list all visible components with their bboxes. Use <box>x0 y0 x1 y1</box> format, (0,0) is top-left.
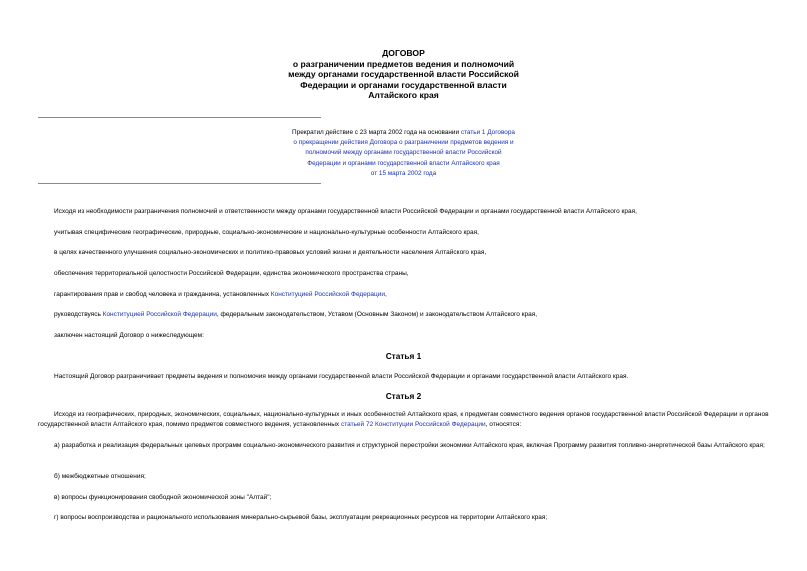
notice-line <box>200 159 607 169</box>
preamble-paragraph <box>38 310 771 320</box>
notice-line <box>200 148 607 158</box>
notice-link[interactable]: Федерации и органами государственной власти Алтайского края <box>307 159 500 167</box>
status-notice <box>200 128 607 179</box>
title-line: о разграничении предметов ведения и полномочий <box>292 58 515 69</box>
article-heading: Статья 1 <box>385 351 422 361</box>
list-item: а) разработка и реализация федеральных целевых программ социально-экономического развития и структурной перестройки экономики Алтайского края, включая Программу развития топливно-энергетической базы Алтайского края; <box>54 442 765 449</box>
paragraph-text: , федеральным законодательством, Уставом (Основным Законом) и законодательством Алтайского края, <box>216 311 538 318</box>
notice-prefix: Прекратил действие с 23 марта 2002 года на основании <box>292 129 461 136</box>
list-item: в) вопросы функционирования свободной экономической зоны "Алтай"; <box>54 494 272 501</box>
article-paragraph: Настоящий Договор разграничивает предметы ведения и полномочия между органами государственной власти Российской Федерации и органами государственной власти Алтайского края. <box>54 373 629 380</box>
notice-line <box>200 138 607 148</box>
preamble-paragraph: заключен настоящий Договор о нижеследующем: <box>54 332 204 339</box>
notice-line <box>200 169 607 179</box>
notice-link[interactable]: статьи 1 Договора <box>460 129 515 136</box>
notice-link[interactable]: о прекращении действия Договора о разграничении предметов ведения и <box>293 139 514 147</box>
paragraph-text: Исходя из географических, природных, экономических, социальных, национально-культурных и иных особенностей Алтайского края, к предметам совместного ведения органов государственной власти Российской Федерации и органов государственной власти Алтайского края, помимо предметов совместного ведения, установленных <box>38 411 769 429</box>
preamble-paragraph: в целях качественного улучшения социально-экономических и политико-правовых условий жизни и деятельности населения Алтайского края, <box>54 249 487 256</box>
title-line: Федерации и органами государственной власти <box>300 79 507 90</box>
list-item: г) вопросы воспроизводства и рационального использования минерально-сырьевой базы, эксплуатации рекреационных ресурсов на территории Алтайского края; <box>54 514 548 521</box>
paragraph-text: гарантирования прав и свобод человека и гражданина, установленных <box>54 291 271 298</box>
notice-link[interactable]: от 15 марта 2002 года <box>370 169 437 177</box>
title-line: ДОГОВОР <box>382 48 425 58</box>
title-line: Алтайского края <box>368 90 439 100</box>
divider-top <box>38 117 321 118</box>
article-paragraph <box>38 410 771 430</box>
divider-bottom <box>38 183 321 184</box>
paragraph-text: руководствуясь <box>54 311 103 318</box>
notice-link[interactable]: полномочий между органами государственной власти Российской <box>305 149 502 157</box>
list-item: б) межбюджетные отношения; <box>54 473 146 480</box>
article-heading: Статья 2 <box>385 391 422 401</box>
preamble-paragraph <box>38 290 771 300</box>
constitution-link[interactable]: статьей 72 Конституции Российской Федерации <box>340 421 486 429</box>
constitution-link[interactable]: Конституцией Российской Федерации <box>102 311 217 318</box>
document-title <box>0 48 807 101</box>
constitution-link[interactable]: Конституцией Российской Федерации <box>270 291 386 298</box>
preamble-paragraph: Исходя из необходимости разграничения полномочий и ответственности между органами государственной власти Российской Федерации и органами государственной власти Алтайского края, <box>54 208 637 215</box>
title-line: между органами государственной власти Российской <box>288 69 519 79</box>
preamble-paragraph: учитывая специфические географические, природные, социально-экономические и национально-культурные особенности Алтайского края, <box>54 229 479 236</box>
paragraph-text: , относятся: <box>485 421 522 429</box>
preamble-paragraph: обеспечения территориальной целостности Российской Федерации, единства экономического пространства страны, <box>54 270 409 277</box>
notice-line <box>200 128 607 138</box>
paragraph-text: , <box>385 291 387 298</box>
